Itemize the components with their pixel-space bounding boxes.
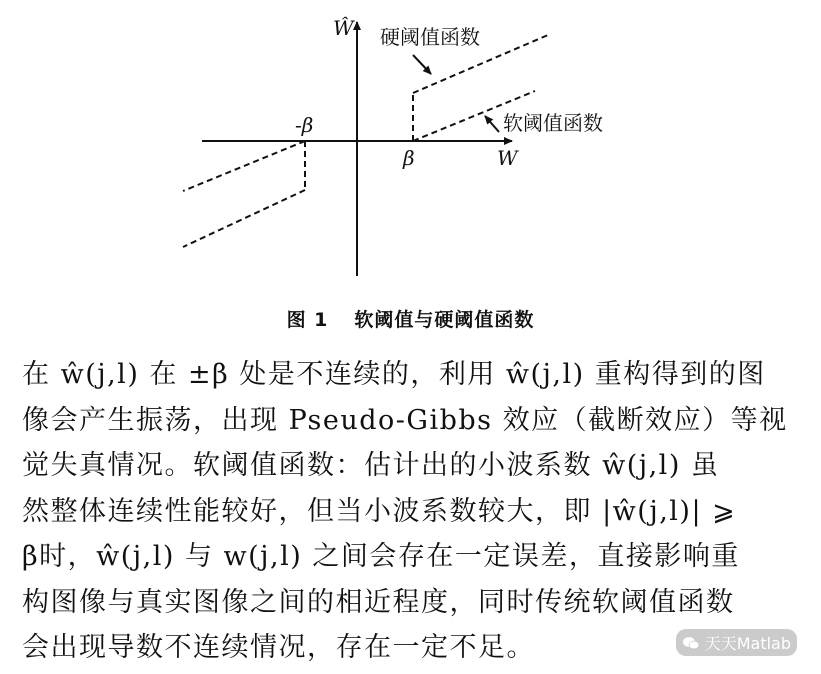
watermark [676, 629, 797, 656]
paragraph-line: 觉失真情况。软阈值函数：估计出的小波系数 ŵ(j,l) 虽 [22, 450, 720, 481]
paragraph-line: 然整体连续性能较好，但当小波系数较大，即 |ŵ(j,l)| ⩾ [22, 495, 737, 527]
paragraph [22, 352, 807, 671]
neg-beta-label: -β [295, 113, 314, 137]
figure-title: 软阈值与硬阈值函数 [354, 309, 535, 331]
paragraph-line: β时，ŵ(j,l) 与 w(j,l) 之间会存在一定误差，直接影响重 [22, 541, 740, 572]
figure-caption [0, 305, 821, 332]
hard-threshold-label: 硬阈值函数 [380, 25, 480, 49]
hard-threshold-negative-branch [183, 190, 305, 247]
pos-beta-label: β [403, 146, 415, 170]
paragraph-line: 构图像与真实图像之间的相近程度，同时传统软阈值函数 [22, 586, 735, 618]
wechat-icon [682, 636, 700, 650]
paragraph-line: 在 ŵ(j,l) 在 ±β 处是不连续的，利用 ŵ(j,l) 重构得到的图 [22, 359, 766, 390]
figure-number: 图 1 [286, 309, 329, 331]
x-axis-label: W [497, 146, 518, 170]
threshold-function-figure [0, 0, 821, 300]
paragraph-line: 像会产生振荡，出现 Pseudo-Gibbs 效应（截断效应）等视 [22, 404, 788, 436]
soft-threshold-label: 软阈值函数 [503, 111, 603, 135]
y-axis-label: Ŵ [333, 16, 354, 40]
soft-threshold-negative-branch [183, 141, 305, 191]
watermark-text: 天天Matlab [704, 634, 791, 653]
soft-label-arrow [485, 116, 499, 132]
paragraph-line: 会出现导数不连续情况，存在一定不足。 [22, 632, 535, 663]
hard-label-arrow [413, 55, 431, 74]
